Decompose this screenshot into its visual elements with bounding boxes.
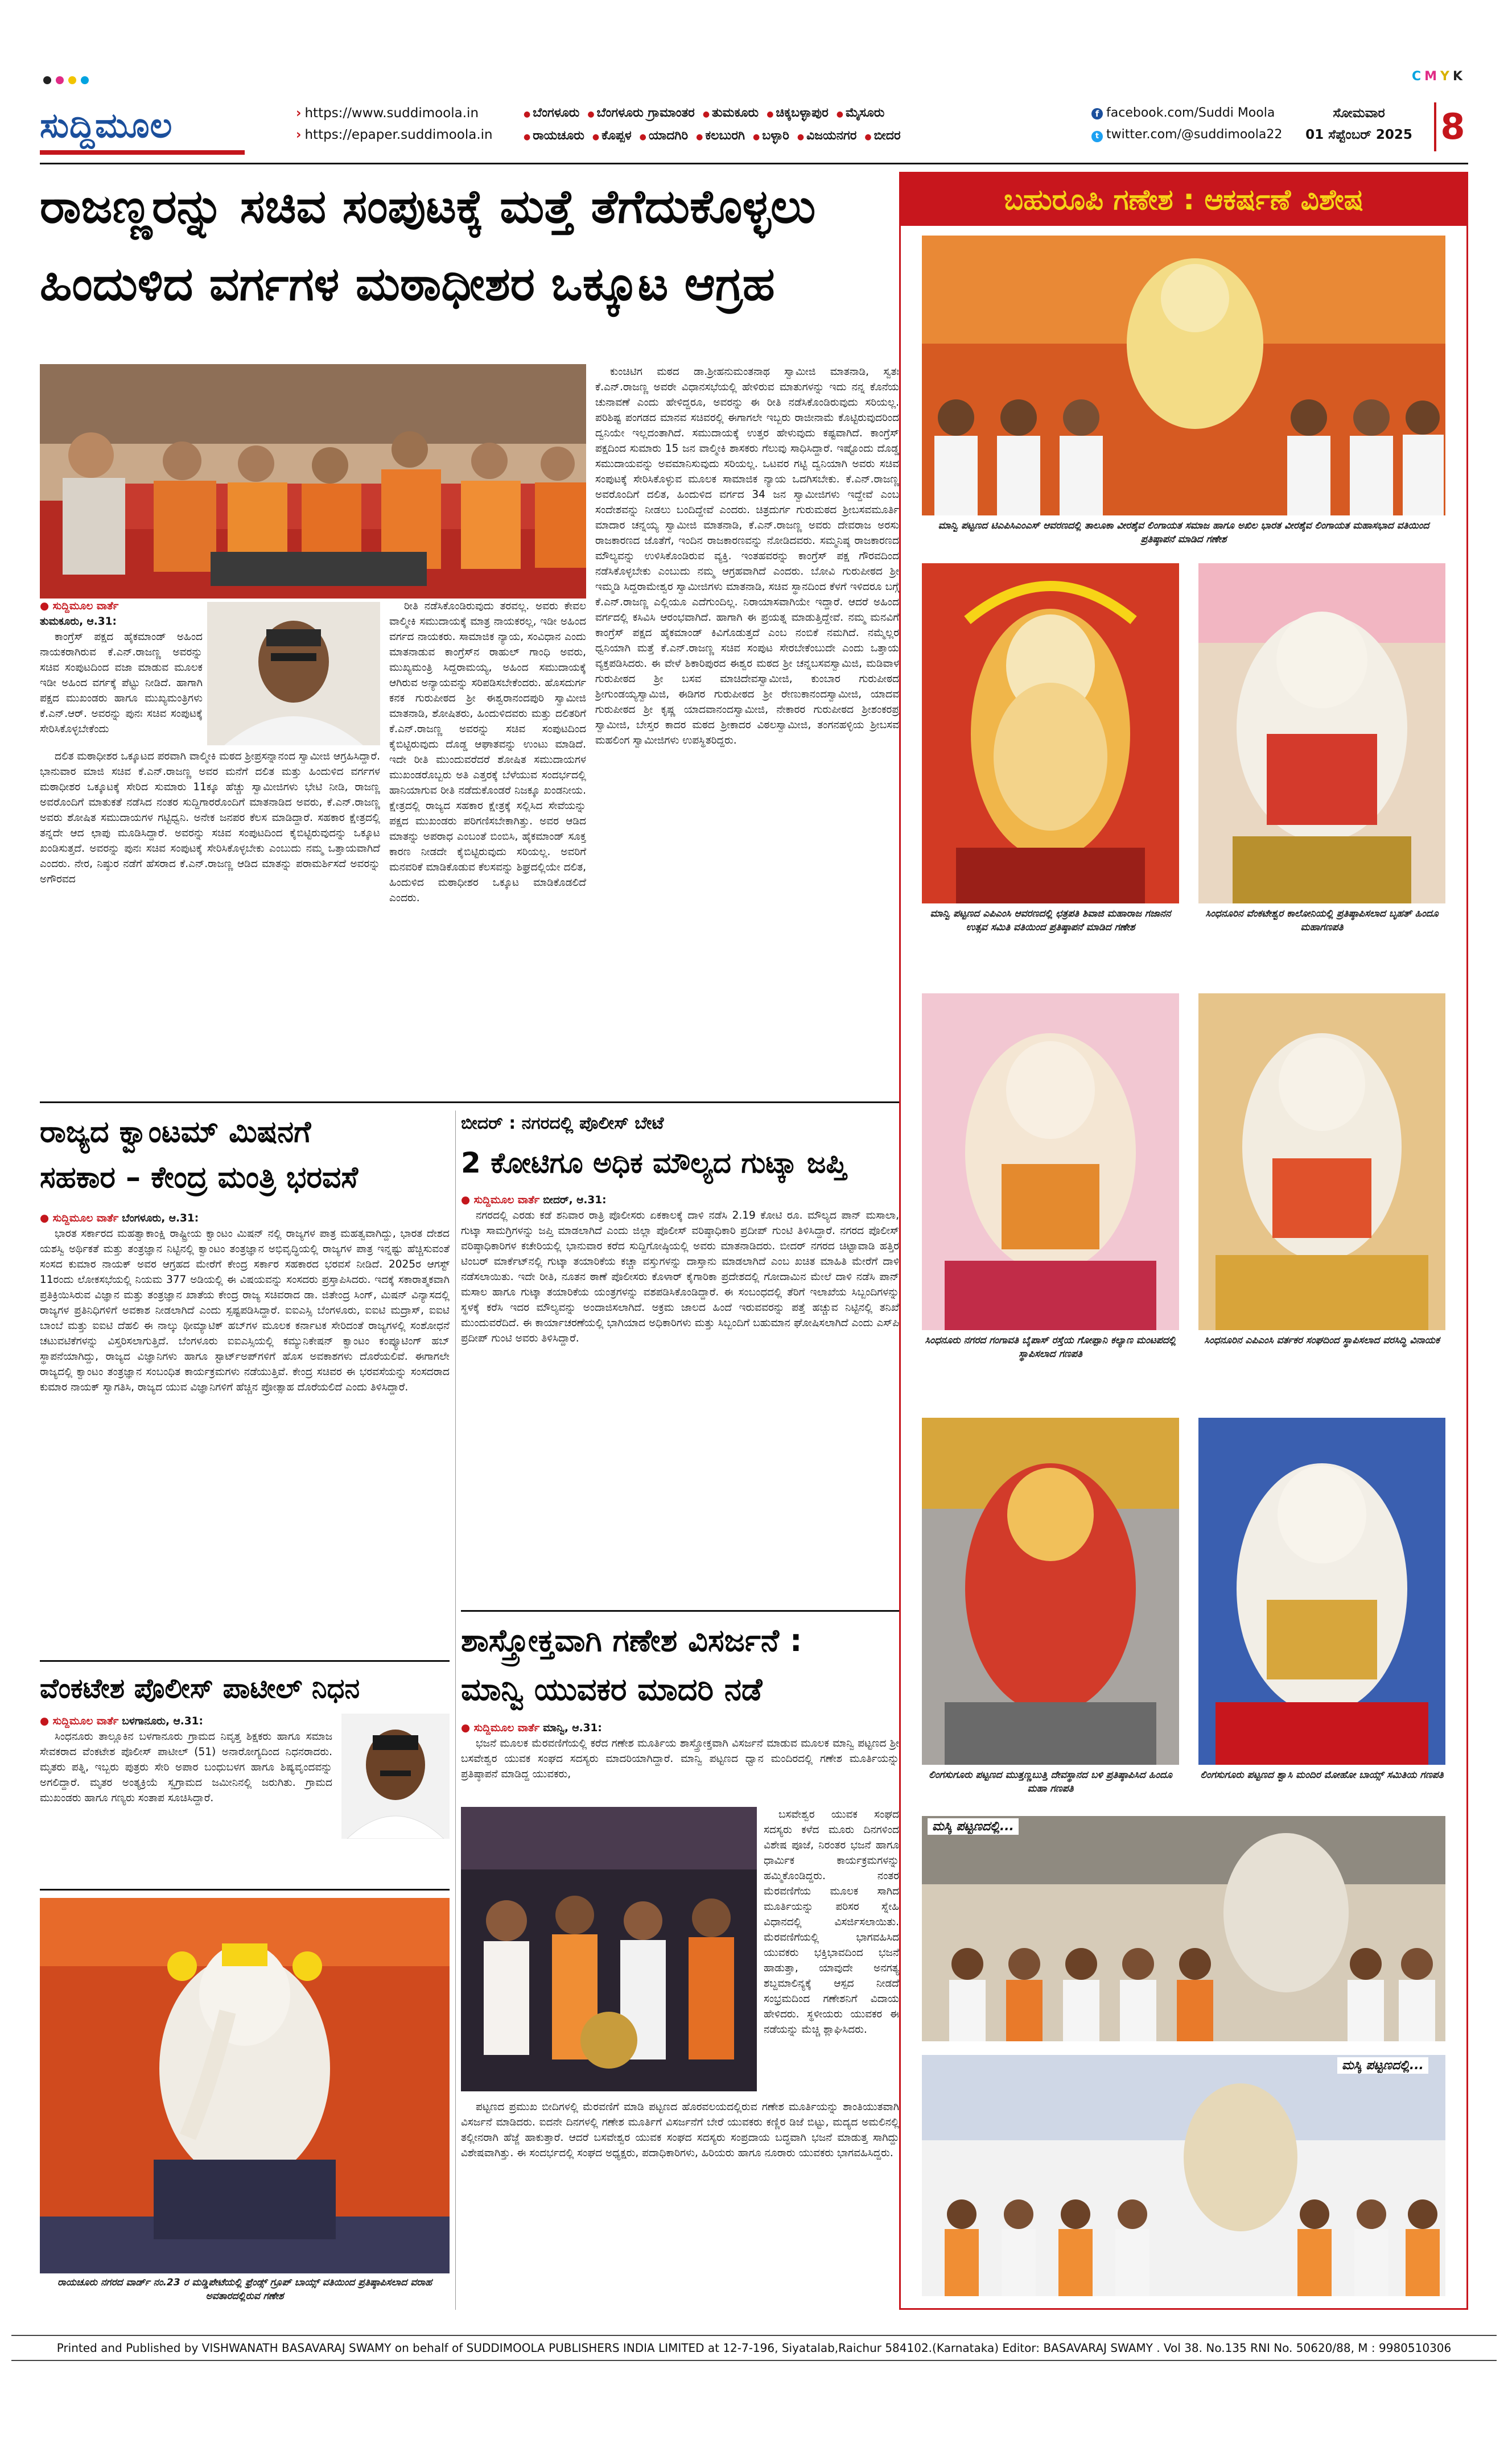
- city-name: ಕೊಪ್ಪಳ: [601, 129, 632, 143]
- city-list: [524, 102, 1081, 148]
- panel-photo-8: [922, 1816, 1445, 2041]
- page-number: 8: [1440, 106, 1465, 147]
- city-link[interactable]: [797, 129, 857, 143]
- bullet-icon: ●: [696, 133, 703, 142]
- panel-title-text: ಬಹುರೂಪಿ ಗಣೇಶ : ಆಕರ್ಷಣೆ ವಿಶೇಷ: [1004, 183, 1363, 216]
- city-name: ಬೆಂಗಳೂರು ಗ್ರಾಮಾಂತರ: [596, 106, 695, 120]
- city-link[interactable]: [837, 106, 885, 120]
- quantum-dateline: ಬೆಂಗಳೂರು, ಆ.31:: [122, 1212, 199, 1224]
- city-name: ಬಳ್ಳಾರಿ: [762, 129, 789, 143]
- city-name: ವಿಜಯನಗರ: [806, 129, 857, 143]
- lead-column-3: [595, 364, 899, 1090]
- obit-paragraph: ಸಿಂಧನೂರು ತಾಲ್ಲೂಕಿನ ಬಳಗಾನೂರು ಗ್ರಾಮದ ನಿವೃತ್ತ ಶಿಕ್ಷಕರು ಹಾಗೂ ಸಮಾಜ ಸೇವಕರಾದ ವೆಂಕಟೇಶ ಪೊಲೀಸ್ ಪಾಟೀಲ್ (51) ಅನಾರೋಗ್ಯದಿಂದ ನಿಧನರಾದರು. ಮೃತರು ಪತ್ನಿ, ಇಬ್ಬರು ಪುತ್ರರು ಸೇರಿ ಅಪಾರ ಬಂಧುಬಳಗ ಹಾಗೂ ಶಿಷ್ಯವೃಂದವನ್ನು ಅಗಲಿದ್ದಾರೆ. ಮೃತರ ಅಂತ್ಯಕ್ರಿಯೆ ಸ್ವಗ್ರಾಮದ ಜಮೀನಿನಲ್ಲಿ ಜರುಗಿತು. ಗ್ರಾಮದ ಮುಖಂಡರು ಹಾಗೂ ಗಣ್ಯರು ಸಂತಾಪ ಸೂಚಿಸಿದ್ದಾರೆ.: [40, 1731, 332, 1804]
- gutka-dateline: ಬೀದರ್, ಆ.31:: [543, 1194, 607, 1206]
- city-name: ಕಲಬುರಗಿ: [705, 129, 745, 143]
- twitter-icon: t: [1091, 131, 1103, 142]
- raichur-caption: ರಾಯಚೂರು ನಗರದ ವಾರ್ಡ್ ನಂ.23 ರ ಮಡ್ಡಿಪೇಟೆಯಲ್ಲಿ ಫ್ರೆಂಡ್ಸ್ ಗ್ರೂಪ್ ಬಾಯ್ಸ್ ವತಿಯಿಂದ ಪ್ರತಿಷ್ಠಾಪಿಸಲಾದ ವರಾಹ ಅವತಾರದಲ್ಲಿರುವ ಗಣೇಶ: [57, 2277, 432, 2302]
- panel-photo-9: [922, 2055, 1445, 2296]
- bullet-icon: ●: [524, 110, 531, 119]
- issue-date: [1291, 102, 1427, 146]
- bullet-icon: ●: [524, 133, 531, 142]
- masthead-links: [296, 102, 493, 146]
- lead-photo-swamijis: [40, 364, 586, 599]
- quantum-body: [40, 1211, 450, 1654]
- logo-text: ಸುದ್ದಿಮೂಲ: [40, 106, 173, 146]
- facebook-icon: f: [1091, 108, 1103, 119]
- epaper-url: https://epaper.suddimoola.in: [304, 127, 493, 142]
- column-divider: [455, 1111, 456, 2310]
- lead-column-1: [40, 599, 203, 748]
- visarjan-headline-2: ಮಾನ್ವಿ ಯುವಕರ ಮಾದರಿ ನಡೆ: [461, 1671, 763, 1707]
- panel-tag-1: ಮಸ್ಕಿ ಪಟ್ಟಣದಲ್ಲಿ...: [928, 1818, 1019, 1835]
- lead-bottom-rule: [40, 1101, 899, 1103]
- visarjan-byline: ● ಸುದ್ದಿಮೂಲ ವಾರ್ತೆ: [461, 1722, 540, 1734]
- city-link[interactable]: [864, 129, 900, 143]
- lead-headline-2: ಹಿಂದುಳಿದ ವರ್ಗಗಳ ಮಠಾಧೀಶರ ಒಕ್ಕೂಟ ಆಗ್ರಹ: [40, 257, 775, 311]
- city-link[interactable]: [767, 106, 829, 120]
- obit-headline: ವೆಂಕಟೇಶ ಪೊಲೀಸ್ ಪಾಟೀಲ್ ನಿಧನ: [40, 1673, 360, 1704]
- city-name: ಬೀದರ: [874, 129, 901, 143]
- city-link[interactable]: [592, 129, 632, 143]
- visarjan-intro-paragraph: ಭಜನೆ ಮೂಲಕ ಮೆರವಣಿಗೆಯಲ್ಲಿ ಕರೆದ ಗಣೇಶ ಮೂರ್ತಿಯ ಶಾಸ್ತ್ರೋಕ್ತವಾಗಿ ವಿಸರ್ಜನೆ ಮಾಡುವ ಮೂಲಕ ಮಾನ್ವಿ ಪಟ್ಟಣದ ಶ್ರೀ ಬಸವೇಶ್ವರ ಯುವಕ ಸಂಘದ ಸದಸ್ಯರು ಮಾದರಿಯಾಗಿದ್ದಾರೆ. ಮಾನ್ವಿ ಪಟ್ಟಣದ ಧ್ವಾನ ಮಂದಿರದಲ್ಲಿ ಗಣೇಶ ಮೂರ್ತಿಯನ್ನು ಪ್ರತಿಷ್ಠಾಪನೆ ಮಾಡಿದ್ದ ಯುವಕರು,: [461, 1737, 899, 1780]
- footer-rule-bottom: [11, 2360, 1497, 2361]
- panel-caption-3: ಸಿಂಧನೂರಿನ ವೆಂಕಟೇಶ್ವರ ಕಾಲೋನಿಯಲ್ಲಿ ಪ್ರತಿಷ್ಠಾಪಿಸಲಾದ ಬೃಹತ್ ಹಿಂದೂ ಮಹಾಗಣಪತಿ: [1205, 908, 1439, 933]
- city-link[interactable]: [696, 129, 745, 143]
- quantum-headline-2: ಸಹಕಾರ – ಕೇಂದ್ರ ಮಂತ್ರಿ ಭರವಸೆ: [40, 1161, 359, 1195]
- social-links: [1091, 102, 1282, 146]
- raichur-ganesha-photo: [40, 1898, 450, 2273]
- bullet-icon: ●: [592, 133, 600, 142]
- bullet-icon: ●: [639, 133, 646, 142]
- facebook-handle: facebook.com/Suddi Moola: [1106, 106, 1275, 120]
- lead-paragraph-2: ದಲಿತ ಮಠಾಧೀಶರ ಒಕ್ಕೂಟದ ಪರವಾಗಿ ವಾಲ್ಮೀಕಿ ಮಠದ ಶ್ರೀಪ್ರಸನ್ನಾನಂದ ಸ್ವಾಮೀಜಿ ಆಗ್ರಹಿಸಿದ್ದಾರೆ. ಭಾನುವಾರ ಮಾಜಿ ಸಚಿವ ಕೆ.ಎನ್.ರಾಜಣ್ಣ ಅವರ ಮನೆಗೆ ದಲಿತ ಮತ್ತು ಹಿಂದುಳಿದ ವರ್ಗಗಳ ಮಠಾಧೀಶರ ಒಕ್ಕೂಟಕ್ಕೆ ಸೇರಿದ ಸುಮಾರು 11ಕ್ಕೂ ಹೆಚ್ಚು ಸ್ವಾಮೀಜಿಗಳು ಭೇಟಿ ನೀಡಿ, ರಾಜಣ್ಣ ಅವರೊಂದಿಗೆ ಮಾತುಕತೆ ನಡೆಸಿದ ನಂತರ ಸುದ್ದಿಗಾರರೊಂದಿಗೆ ಮಾತನಾಡಿದ ಅವರು, ಕೆ.ಎನ್.ರಾಜಣ್ಣ ಅವರು ಶೋಷಿತ ಸಮುದಾಯಗಳ ಗಟ್ಟಿಧ್ವನಿ. ಅನೇಕ ಜನಪರ ಕೆಲಸ ಮಾಡಿದ್ದಾರೆ. ಸಹಕಾರ ಕ್ಷೇತ್ರದಲ್ಲಿ ತನ್ನದೇ ಆದ ಛಾಪು ಮೂಡಿಸಿದ್ದಾರೆ. ಅವರನ್ನು ಸಚಿವ ಸಂಪುಟದಿಂದ ಕೈಬಿಟ್ಟಿರುವುದನ್ನು ಒಕ್ಕೂಟ ಖಂಡಿಸುತ್ತದೆ. ಅವರನ್ನು ಪುನಃ ಸಚಿವ ಸಂಪುಟಕ್ಕೆ ಸೇರಿಸಿಕೊಳ್ಳಬೇಕು ಎಂಬುದು ನಮ್ಮ ಒತ್ತಾಯವಾಗಿದೆ ಎಂದರು. ನೇರ, ನಿಷ್ಠುರ ನಡೆಗೆ ಹೆಸರಾದ ಕೆ.ಎನ್.ರಾಜಣ್ಣ ಆಡಿದ ಮಾತನ್ನು ಪರಾಮರ್ಶಿಸದೆ ಅವರನ್ನು ಅಗೌರವದ: [40, 750, 380, 885]
- city-name: ತುಮಕೂರು: [712, 106, 759, 120]
- panel-photo-6: [922, 1418, 1179, 1765]
- quantum-paragraph: ಭಾರತ ಸರ್ಕಾರದ ಮಹತ್ವಾಕಾಂಕ್ಷಿ ರಾಷ್ಟ್ರೀಯ ಕ್ವಾಂಟಂ ಮಿಷನ್ ನಲ್ಲಿ ರಾಜ್ಯಗಳ ಪಾತ್ರ ಮಹತ್ವವಾಗಿದ್ದು, ಭಾರತ ದೇಶದ ಯಶಸ್ವಿ ಅರ್ಥಿಕತೆ ಮತ್ತು ತಂತ್ರಜ್ಞಾನ ನಿಟ್ಟಿನಲ್ಲಿ ಕ್ವಾಂಟಂ ತಂತ್ರಜ್ಞಾನ ಅಭಿವೃದ್ಧಿಯಲ್ಲಿ ರಾಜ್ಯಗಳ ಪಾತ್ರ ಇನ್ನಷ್ಟು ಹೆಚ್ಚಿಸುವಂತೆ ಸಂಸದ ಕುಮಾರ ನಾಯಕ್ ಅವರ ಆಗ್ರಹದ ಮೇರೆಗೆ ಕೇಂದ್ರ ಸರ್ಕಾರ ಸಹಕಾರದ ಭರವಸೆ ನೀಡಿದೆ. 2025ರ ಆಗಸ್ಟ್ 11ರಂದು ಲೋಕಸಭೆಯಲ್ಲಿ ನಿಯಮ 377 ಅಡಿಯಲ್ಲಿ ಈ ವಿಷಯವನ್ನು ಸಂಸದರು ಪ್ರಸ್ತಾಪಿಸಿದರು. ಇದಕ್ಕೆ ಸಕಾರಾತ್ಮಕವಾಗಿ ಪ್ರತಿಕ್ರಿಯಿಸಿರುವ ವಿಜ್ಞಾನ ಮತ್ತು ತಂತ್ರಜ್ಞಾನ ಖಾತೆಯ ಕೇಂದ್ರ ರಾಜ್ಯ ಸಚಿವರಾದ ಡಾ. ಜಿತೇಂದ್ರ ಸಿಂಗ್, ಮಿಷನ್ ವಿನ್ಯಾಸದಲ್ಲಿ ರಾಜ್ಯಗಳ ಪ್ರತಿನಿಧಿಗಳಿಗೆ ಅವಕಾಶ ನೀಡಲಾಗಿದೆ ಎಂದು ಸ್ಪಷ್ಟಪಡಿಸಿದ್ದಾರೆ. ಐಐಎಸ್ಸಿ ಬೆಂಗಳೂರು, ಐಐಟಿ ಮದ್ರಾಸ್, ಐಐಟಿ ಬಾಂಬೆ ಮತ್ತು ಐಐಟಿ ದೆಹಲಿ ಈ ನಾಲ್ಕು ಥೀಮ್ಯಾಟಿಕ್ ಹಬ್‌ಗಳ ಮೂಲಕ ಕರ್ನಾಟಕ ಸೇರಿದಂತೆ ರಾಜ್ಯಗಳಲ್ಲಿ ಸಂಶೋಧನೆ ಚಟುವಟಿಕೆಗಳನ್ನು ವಿಸ್ತರಿಸಲಾಗುತ್ತಿದೆ. ಬೆಂಗಳೂರು ಐಐಎಸ್ಸಿಯಲ್ಲಿ ಕಮ್ಯುನಿಕೇಷನ್ ಕ್ವಾಂಟಂ ಕಂಪ್ಯೂಟಿಂಗ್ ಹಬ್ ಸ್ಥಾಪನೆಯಾಗಿದ್ದು, ರಾಜ್ಯದ ವಿಜ್ಞಾನಿಗಳು ಹಾಗೂ ಸ್ಟಾರ್ಟ್‌ಅಪ್‌ಗಳಿಗೆ ಹೊಸ ಅವಕಾಶಗಳು ದೊರೆಯಲಿವೆ. ಈಗಾಗಲೇ ರಾಜ್ಯದಲ್ಲಿ ಕ್ವಾಂಟಂ ತಂತ್ರಜ್ಞಾನ ಸಂಬಂಧಿತ ಕಾರ್ಯಕ್ರಮಗಳು ನಡೆಯುತ್ತಿವೆ. ಕೇಂದ್ರ ಸಚಿವರ ಈ ಭರವಸೆಯನ್ನು ಸಂಸದರಾದ ಕುಮಾರ ನಾಯಕ್ ಸ್ವಾಗತಿಸಿ, ರಾಜ್ಯದ ಯುವ ವಿಜ್ಞಾನಿಗಳಿಗೆ ಹೆಚ್ಚಿನ ಪ್ರೋತ್ಸಾಹ ದೊರೆಯಲಿದೆ ಎಂದು ತಿಳಿಸಿದ್ದಾರೆ.: [40, 1228, 450, 1393]
- gutka-byline: ● ಸುದ್ದಿಮೂಲ ವಾರ್ತೆ: [461, 1194, 540, 1206]
- lead-column-2: [389, 599, 586, 1090]
- bullet-icon: ●: [587, 110, 595, 119]
- bullet-icon: ●: [797, 133, 805, 142]
- city-link[interactable]: [753, 129, 789, 143]
- city-name: ಮೈಸೂರು: [845, 106, 885, 120]
- lead-paragraph-1: ಕಾಂಗ್ರೆಸ್ ಪಕ್ಷದ ಹೈಕಮಾಂಡ್ ಅಹಿಂದ ನಾಯಕರಾಗಿರುವ ಕೆ.ಎನ್.ರಾಜಣ್ಣ ಅವರನ್ನು ಸಚಿವ ಸಂಪುಟದಿಂದ ವಜಾ ಮಾಡುವ ಮೂಲಕ ಇಡೀ ಅಹಿಂದ ವರ್ಗಕ್ಕೆ ಪೆಟ್ಟು ನೀಡಿದೆ. ಹಾಗಾಗಿ ಪಕ್ಷದ ಮುಖಂಡರು ಹಾಗೂ ಮುಖ್ಯಮಂತ್ರಿಗಳು ಕೆ.ಎನ್.ಆರ್. ಅವರನ್ನು ಪುನಃ ಸಚಿವ ಸಂಪುಟಕ್ಕೆ ಸೇರಿಸಿಕೊಳ್ಳಬೇಕೆಂದು: [40, 631, 203, 735]
- website-url: https://www.suddimoola.in: [304, 106, 479, 121]
- rajanna-portrait: [207, 602, 380, 745]
- panel-caption-5: ಸಿಂಧನೂರಿನ ಎಪಿಎಂಸಿ ವರ್ತಕರ ಸಂಘದಿಂದ ಸ್ಥಾಪಿಸಲಾದ ವರಸಿದ್ಧಿ ವಿನಾಯಕ: [1204, 1335, 1440, 1346]
- city-link[interactable]: [524, 129, 584, 143]
- visarjan-intro: [461, 1720, 899, 1802]
- lead-dateline: ತುಮಕೂರು, ಆ.31:: [40, 616, 117, 628]
- visarjan-side-paragraph: ಬಸವೇಶ್ವರ ಯುವಕ ಸಂಘದ ಸದಸ್ಯರು ಕಳೆದ ಮೂರು ದಿನಗಳಿಂದ ವಿಶೇಷ ಪೂಜೆ, ನಿರಂತರ ಭಜನೆ ಹಾಗೂ ಧಾರ್ಮಿಕ ಕಾರ್ಯಕ್ರಮಗಳನ್ನು ಹಮ್ಮಿಕೊಂಡಿದ್ದರು. ನಂತರ ಮೆರವಣಿಗೆಯ ಮೂಲಕ ಸಾಗಿದ ಮೂರ್ತಿಯನ್ನು ಪರಿಸರ ಸ್ನೇಹಿ ವಿಧಾನದಲ್ಲಿ ವಿಸರ್ಜಿಸಲಾಯಿತು. ಮೆರವಣಿಗೆಯಲ್ಲಿ ಭಾಗವಹಿಸಿದ ಯುವಕರು ಭಕ್ತಿಭಾವದಿಂದ ಭಜನೆ ಹಾಡುತ್ತಾ, ಯಾವುದೇ ಅನಗತ್ಯ ಶಬ್ದಮಾಲಿನ್ಯಕ್ಕೆ ಆಸ್ಪದ ನೀಡದೆ ಸಂಭ್ರಮದಿಂದ ಗಣೇಶನಿಗೆ ವಿದಾಯ ಹೇಳಿದರು. ಸ್ಥಳೀಯರು ಯುವಕರ ಈ ನಡೆಯನ್ನು ಮೆಚ್ಚಿ ಶ್ಲಾಘಿಸಿದರು.: [764, 1809, 899, 2036]
- panel-photo-2: [922, 563, 1179, 903]
- gutka-paragraph: ನಗರದಲ್ಲಿ ಎರಡು ಕಡೆ ಶನಿವಾರ ರಾತ್ರಿ ಪೊಲೀಸರು ಏಕಕಾಲಕ್ಕೆ ದಾಳಿ ನಡೆಸಿ 2.19 ಕೋಟಿ ರೂ. ಮೌಲ್ಯದ ಪಾನ್ ಮಸಾಲಾ, ಗುಟ್ಕಾ ಸಾಮಗ್ರಿಗಳನ್ನು ಜಪ್ತಿ ಮಾಡಲಾಗಿದೆ ಎಂದು ಜಿಲ್ಲಾ ಪೊಲೀಸ್ ವರಿಷ್ಠಾಧಿಕಾರಿ ಪ್ರದೀಪ್ ಗುಂಟಿ ತಿಳಿಸಿದ್ದಾರೆ. ನಗರದ ಪೊಲೀಸ್ ವರಿಷ್ಠಾಧಿಕಾರಿಗಳ ಕಚೇರಿಯಲ್ಲಿ ಭಾನುವಾರ ಕರೆದ ಸುದ್ದಿಗೋಷ್ಠಿಯಲ್ಲಿ ಅವರು ಮಾತನಾಡಿದರು. ಬೀದರ್ ನಗರದ ಚಿಟ್ಟಾವಾಡಿ ಹತ್ತಿರ ಟಿಂಬರ್ ಮಾರ್ಕೆಟ್‌ನಲ್ಲಿ ಗುಟ್ಕಾ ತಯಾರಿಕೆಯ ಕಚ್ಚಾ ವಸ್ತುಗಳನ್ನು ದಾಸ್ತಾನು ಮಾಡಲಾಗಿದೆ ಎಂಬ ಖಚಿತ ಮಾಹಿತಿ ಮೇರೆಗೆ ದಾಳಿ ನಡೆಸಲಾಯಿತು. ಇದೇ ರೀತಿ, ನೂತನ ಠಾಣೆ ಪೊಲೀಸರು ಕೊಳಾರ್ ಕೈಗಾರಿಕಾ ಪ್ರದೇಶದಲ್ಲಿ ಗೋದಾಮಿನ ಮೇಲೆ ದಾಳಿ ನಡೆಸಿ ಪಾನ್ ಮಸಾಲ ಹಾಗೂ ಗುಟ್ಕಾ ತಯಾರಿಕೆಯ ಯಂತ್ರಗಳನ್ನು ವಶಪಡಿಸಿಕೊಂಡಿದ್ದಾರೆ. ಈ ಸಂಬಂಧದಲ್ಲಿ ತೆರಿಗೆ ಇಲಾಖೆಯ ಸಿಬ್ಬಂದಿಗಳನ್ನು ಸ್ಥಳಕ್ಕೆ ಕರೆಸಿ ಇದರ ಮೌಲ್ಯವನ್ನು ಅಂದಾಜಿಸಲಾಗಿದೆ. ಅಕ್ರಮ ಜಾಲದ ಹಿಂದೆ ಇರುವವರನ್ನು ಪತ್ತೆ ಹಚ್ಚುವ ನಿಟ್ಟಿನಲ್ಲಿ ತನಿಖೆ ಮುಂದುವರೆದಿದೆ. ಈ ಕಾರ್ಯಾಚರಣೆಯಲ್ಲಿ ಭಾಗಿಯಾದ ಅಧಿಕಾರಿಗಳು ಮತ್ತು ಸಿಬ್ಬಂದಿಗೆ ಬಹುಮಾನ ಘೋಷಿಸಲಾಗಿದೆ ಎಂದು ಎಸ್‌ಪಿ ಪ್ರದೀಪ್ ಗುಂಟಿ ಅವರು ತಿಳಿಸಿದ್ದಾರೆ.: [461, 1210, 899, 1344]
- quantum-bottom-rule: [40, 1660, 450, 1662]
- quantum-headline-1: ರಾಜ್ಯದ ಕ್ವಾಂಟಮ್ ಮಿಷನಗೆ: [40, 1115, 311, 1149]
- city-name: ಯಾದಗಿರಿ: [648, 129, 689, 143]
- bullet-icon: ●: [702, 110, 710, 119]
- city-link[interactable]: [703, 106, 759, 120]
- bullet-icon: ●: [864, 133, 872, 142]
- facebook-link[interactable]: [1091, 102, 1282, 124]
- issue-day: ಸೋಮವಾರ: [1333, 106, 1385, 121]
- panel-photo-3: [1198, 563, 1445, 903]
- panel-caption-4: ಸಿಂಧನೂರು ನಗರದ ಗಂಗಾವತಿ ಬೈಪಾಸ್ ರಸ್ತೆಯ ಗೋಪ್ಪಾನಿ ಕಲ್ಯಾಣ ಮಂಟಪದಲ್ಲಿ ಸ್ಥಾಪಿಸಲಾದ ಗಣಪತಿ: [925, 1335, 1176, 1360]
- gutka-body: [461, 1192, 899, 1600]
- visarjan-side-column: [764, 1807, 899, 2091]
- epaper-link[interactable]: › https://epaper.suddimoola.in: [296, 127, 493, 142]
- bullet-icon: ●: [836, 110, 843, 119]
- panel-caption-6: ಲಿಂಗಸುಗೂರು ಪಟ್ಟಣದ ಮುತ್ತಣ್ಣಬುತ್ತಿ ದೇವಸ್ಥಾನದ ಬಳಿ ಪ್ರತಿಷ್ಠಾಪಿಸಿದ ಹಿಂದೂ ಮಹಾ ಗಣಪತಿ: [929, 1769, 1172, 1794]
- ganesha-panel-title: [901, 174, 1466, 226]
- visarjan-rest: [461, 2099, 899, 2298]
- panel-tag-2: ಮಸ್ಕಿ ಪಟ್ಟಣದಲ್ಲಿ...: [1337, 2057, 1428, 2074]
- city-name: ಬೆಂಗಳೂರು: [533, 106, 580, 120]
- visarjan-headline-1: ಶಾಸ್ತ್ರೋಕ್ತವಾಗಿ ಗಣೇಶ ವಿಸರ್ಜನೆ :: [461, 1623, 802, 1658]
- city-row-2: [524, 125, 1081, 148]
- lead-column-1b: [40, 749, 380, 1090]
- city-row-1: [524, 102, 1081, 125]
- obit-dateline: ಬಳಗಾನೂರು, ಆ.31:: [122, 1715, 203, 1727]
- visarjan-rest-paragraph: ಪಟ್ಟಣದ ಪ್ರಮುಖ ಬೀದಿಗಳಲ್ಲಿ ಮೆರವಣಿಗೆ ಮಾಡಿ ಪಟ್ಟಣದ ಹೊರವಲಯದಲ್ಲಿರುವ ಗಣೇಶ ಮೂರ್ತಿಯನ್ನು ಶಾಂತಿಯುತವಾಗಿ ವಿಸರ್ಜನೆ ಮಾಡಿದರು. ಐದನೇ ದಿನಗಳಲ್ಲಿ ಗಣೇಶ ಮೂರ್ತಿಗೆ ವಿಸರ್ಜನೆಗೆ ಬೇರೆ ಯುವಕರು ಕಣ್ಣಿರ ಡಿಜೆ ಬಿಟ್ಟು, ಮದ್ಯದ ಅಮಲಿನಲ್ಲಿ ತಲ್ಲೀನರಾಗಿ ಹೆಜ್ಜೆ ಹಾಕುತ್ತಾರೆ. ಆದರೆ ಬಸವೇಶ್ವರ ಯುವಕ ಸಂಘದ ಸದಸ್ಯರು ಸಂಪ್ರದಾಯ ಬದ್ಧವಾಗಿ ಭಜನೆ ಮಾಡುತ್ತ ಸಾಗಿದ್ದು ವಿಶೇಷವಾಗಿತ್ತು. ಈ ಸಂದರ್ಭದಲ್ಲಿ ಸಂಘದ ಅಧ್ಯಕ್ಷರು, ಪದಾಧಿಕಾರಿಗಳು, ಹಿರಿಯರು ಹಾಗೂ ನೂರಾರು ಯುವಕರು ಭಾಗವಹಿಸಿದ್ದರು.: [461, 2101, 899, 2159]
- issue-date-text: 01 ಸೆಪ್ಟೆಂಬರ್ 2025: [1305, 127, 1412, 142]
- imprint-line: Printed and Published by VISHWANATH BASAVARAJ SWAMY on behalf of SUDDIMOOLA PUBLISHERS INDIA LIMITED at 12-7-196, Siyatalab,Raichur 584102.(Karnataka) Editor: BASAVARAJ SWAMY . Vol 38. No.135 RNI No. 50620/88, M : 9980510306: [56, 2341, 1452, 2355]
- lead-paragraph-3: ರೀತಿ ನಡೆಸಿಕೊಂಡಿರುವುದು ತರವಲ್ಲ. ಅವರು ಕೇವಲ ವಾಲ್ಮೀಕಿ ಸಮುದಾಯಕ್ಕೆ ಮಾತ್ರ ನಾಯಕರಲ್ಲ, ಇಡೀ ಅಹಿಂದ ವರ್ಗದ ನಾಯಕರು. ಸಾಮಾಜಿಕ ನ್ಯಾಯ, ಸಂವಿಧಾನ ಎಂದು ಮಾತನಾಡುವ ಕಾಂಗ್ರೆಸ್‌ನ ರಾಹುಲ್ ಗಾಂಧಿ ಅವರು, ಮುಖ್ಯಮಂತ್ರಿ ಸಿದ್ದರಾಮಯ್ಯ, ಅಹಿಂದ ಸಮುದಾಯಕ್ಕೆ ಆಗಿರುವ ಅನ್ಯಾಯವನ್ನು ಸರಿಪಡಿಸಬೇಕೆಂದರು. ಹೊಸದುರ್ಗ ಕನಕ ಗುರುಪೀಠದ ಶ್ರೀ ಈಶ್ವರಾನಂದಪುರಿ ಸ್ವಾಮೀಜಿ ಮಾತನಾಡಿ, ಶೋಷಿತರು, ಹಿಂದುಳಿದವರು ಮತ್ತು ದಲಿತರಿಗೆ ಕೆ.ಎನ್.ರಾಜಣ್ಣ ಅವರನ್ನು ಸಚಿವ ಸಂಪುಟದಿಂದ ಕೈಬಿಟ್ಟಿರುವುದು ದೊಡ್ಡ ಆಘಾತವನ್ನು ಉಂಟು ಮಾಡಿದೆ. ಇದೇ ರೀತಿ ಮುಂದುವರೆದರೆ ಶೋಷಿತ ಸಮುದಾಯಗಳ ಮುಖಂಡರೊಬ್ಬರು ಅತಿ ಎತ್ತರಕ್ಕೆ ಬೆಳೆಯುವ ಸಂದರ್ಭದಲ್ಲಿ ಹಾನಿಯಾಗುವ ರೀತಿ ನಡೆದುಕೊಂಡರೆ ನಿಜಕ್ಕೂ ಖಂಡನೀಯ. ಕ್ಷೇತ್ರದಲ್ಲಿ ರಾಜ್ಯದ ಸಹಕಾರ ಕ್ಷೇತ್ರಕ್ಕೆ ಸಲ್ಲಿಸಿದ ಸೇವೆಯನ್ನು ಪಕ್ಷದ ಮುಖಂಡರು ಪರಿಗಣಿಸಬೇಕಾಗಿತ್ತು. ಅವರ ಆಡಿದ ಮಾತನ್ನು ಅಪರಾಧ ಎಂಬಂತೆ ಬಿಂಬಿಸಿ, ಹೈಕಮಾಂಡ್ ಸೂಕ್ತ ಕಾರಣ ನೀಡದೇ ಕೈಬಿಟ್ಟಿರುವುದು ಸರಿಯಲ್ಲ. ಅವರಿಗೆ ಮನವರಿಕೆ ಮಾಡಿಕೊಡುವ ಕೆಲಸವನ್ನು ಶಿಘ್ರದಲ್ಲಿಯೇ ದಲಿತ, ಹಿಂದುಳಿದ ಮಠಾಧೀಶರ ಒಕ್ಕೂಟ ಮಾಡಿಕೊಡಲಿದೆ ಎಂದರು.: [389, 600, 586, 904]
- footer-rule: [11, 2335, 1497, 2336]
- city-link[interactable]: [640, 129, 688, 143]
- twitter-handle: twitter.com/@suddimoola22: [1106, 127, 1283, 142]
- panel-caption-7: ಲಿಂಗಸುಗೂರು ಪಟ್ಟಣದ ಶ್ವಾಸಿ ಮಂದಿರ ಮೋಹೋ ಬಾಯ್ಸ್ ಸಮಿತಿಯ ಗಣಪತಿ: [1200, 1769, 1444, 1781]
- cmyk-marker: CMYK: [1411, 69, 1466, 84]
- logo-underline: [40, 150, 245, 155]
- city-name: ಚಿಕ್ಕಬಳ್ಳಾಪುರ: [776, 106, 829, 120]
- masthead-logo: [40, 104, 290, 155]
- website-link[interactable]: › https://www.suddimoola.in: [296, 106, 479, 121]
- obit-body: [40, 1714, 332, 1884]
- city-link[interactable]: [587, 106, 694, 120]
- visarjan-procession-photo: [461, 1807, 757, 2091]
- lead-byline: ● ಸುದ್ದಿಮೂಲ ವಾರ್ತೆ: [40, 600, 119, 612]
- panel-caption-2: ಮಾನ್ವಿ ಪಟ್ಟಣದ ಎಪಿಎಂಸಿ ಆವರಣದಲ್ಲಿ ಛತ್ರಪತಿ ಶಿವಾಜಿ ಮಹಾರಾಜ ಗಜಾನನ ಉತ್ಸವ ಸಮಿತಿ ವತಿಯಿಂದ ಪ್ರತಿಷ್ಠಾಪನೆ ಮಾಡಿದ ಗಣೇಶ: [930, 908, 1171, 933]
- city-name: ರಾಯಚೂರು: [533, 129, 584, 143]
- bullet-icon: ●: [767, 110, 774, 119]
- page-number-box: [1434, 102, 1469, 151]
- lead-headline-1: ರಾಜಣ್ಣರನ್ನು ಸಚಿವ ಸಂಪುಟಕ್ಕೆ ಮತ್ತೆ ತೆಗೆದುಕೊಳ್ಳಲು: [40, 180, 816, 234]
- masthead-rule: [40, 163, 1468, 164]
- panel-photo-1: [922, 236, 1445, 515]
- panel-photo-5: [1198, 993, 1445, 1330]
- obit-byline: ● ಸುದ್ದಿಮೂಲ ವಾರ್ತೆ: [40, 1715, 119, 1727]
- visarjan-dateline: ಮಾನ್ವಿ, ಆ.31:: [543, 1722, 602, 1734]
- twitter-link[interactable]: [1091, 124, 1282, 146]
- lead-paragraph-4: ಕುಂಚಿಟಿಗ ಮಠದ ಡಾ.ಶ್ರೀಹನುಮಂತನಾಥ ಸ್ವಾಮೀಜಿ ಮಾತನಾಡಿ, ಸ್ವತಃ ಕೆ.ಎನ್.ರಾಜಣ್ಣ ಅವರೇ ವಿಧಾನಸಭೆಯಲ್ಲಿ ಹೇಳಿರುವ ಮಾತುಗಳನ್ನು ಇದು ನನ್ನ ಕೊನೆಯ ಚುನಾವಣೆ ಎಂದು ಹೇಳಿದ್ದರೂ, ಅವರನ್ನು ಈ ರೀತಿ ನಡೆಸಿಕೊಂಡಿರುವುದು ಸರಿಯಲ್ಲ. ಪರಿಶಿಷ್ಟ ಪಂಗಡದ ಮಾನವ ಸಚಿವರಲ್ಲಿ ಈಗಾಗಲೇ ಇಬ್ಬರು ರಾಜೀನಾಮೆ ಕೊಟ್ಟಿರುವುದರಿಂದ ದ್ವನಿಯೇ ಇಲ್ಲದಂತಾಗಿದೆ. ಸಮುದಾಯಕ್ಕೆ ಉತ್ತರ ಹೇಳುವುದು ಕಷ್ಟವಾಗಿದೆ. ಕಾಂಗ್ರೆಸ್ ಪಕ್ಷದಿಂದ ಸುಮಾರು 15 ಜನ ವಾಲ್ಮೀಕಿ ಶಾಸಕರು ಗೆಲುವು ಸಾಧಿಸಿದ್ದಾರೆ. ಇಷ್ಟೊಂದು ದೊಡ್ಡ ಸಮುದಾಯವನ್ನು ಅವಮಾನಿಸುವುದು ಸರಿಯಲ್ಲ. ಒಟವರ ಗಟ್ಟಿ ದ್ವನಿಯಾಗಿ ಅವರು ಸಚಿವ ಸಂಪುಟಕ್ಕೆ ಸೇರಿಸಿಕೊಳ್ಳುವ ಮೂಲಕ ಸಾಮಾಜಿಕ ನ್ಯಾಯ ಒದಗಿಸಬೇಕು. ಕೆ.ಎನ್.ರಾಜಣ್ಣ ಅವರೊಂದಿಗೆ ದಲಿತ, ಹಿಂದುಳಿದ ವರ್ಗದ 34 ಜನ ಸ್ವಾಮೀಜಿಗಳು ಇದ್ದೇವೆ ಎಂಬ ಸಂದೇಶವನ್ನು ನೀಡಲು ಬಂದಿದ್ದೇವೆ ಎಂದರು. ಚಿತ್ರದುರ್ಗ ಗುರುಮಠದ ಶ್ರೀಬಸವಮೂರ್ತಿ ಮಾದಾರ ಚನ್ನಯ್ಯ ಸ್ವಾಮೀಜಿ ಮಾತನಾಡಿ, ಕೆ.ಎನ್.ರಾಜಣ್ಣ ಅವರು ದೇವರಾಜ ಅರಸು ರಾಜಕಾರಣದ ಜೊತೆಗೆ, ಇಂದಿನ ರಾಜಕಾರಣವನ್ನು ನೋಡಿದವರು. ಸಮ್ಮನಿಷ್ಠ ರಾಜಕಾರಣದ ಮೌಲ್ಯವನ್ನು ಉಳಿಸಿಕೊಂಡಿರುವ ವ್ಯಕ್ತಿ. ಇಂತಹವರನ್ನು ಕಾಂಗ್ರೆಸ್ ಪಕ್ಷ ಗೌರವದಿಂದ ನಡೆಸಿಕೊಳ್ಳಬೇಕು ಎಂಬುದು ನಮ್ಮ ಆಗ್ರಹವಾಗಿದೆ ಎಂದರು. ಬೋವಿ ಗುರುಪೀಠದ ಶ್ರೀ ಇಮ್ಮಡಿ ಸಿದ್ದರಾಮೇಶ್ವರ ಸ್ವಾಮೀಜಿಗಳು ಮಾತನಾಡಿ, ಸಚಿವ ಸ್ಥಾನದಿಂದ ಕೆಳಗೆ ಇಳಿದರೂ ಬಗ್ಗೆ ಕೆ.ಎನ್.ರಾಜಣ್ಣ ಎಲ್ಲಿಯೂ ಎದೆಗುಂದಿಲ್ಲ. ನಿರಾಯಾಸವಾಗಿಯೇ ಇದ್ದಾರೆ. ಆದರೆ ಅಹಿಂದ ವರ್ಗದಲ್ಲಿ ಕಸಿವಿಸಿ ಆರಂಭವಾಗಿದೆ. ಹಾಗಾಗಿ ಈ ಪ್ರಯತ್ನ ಮಾಡುತ್ತಿದ್ದೇವೆ. ನಮ್ಮ ಮನವಿಗೆ ಕಾಂಗ್ರೆಸ್ ಪಕ್ಷದ ಹೈಕಮಾಂಡ್ ಕಿವಿಗೊಡುತ್ತದೆ ಎಂಬ ನಂಬಿಕೆ ನಮಗಿದೆ. ನಮ್ಮೆಲ್ಲರ ಧ್ವನಿಯಾಗಿ ಮತ್ತೆ ಕೆ.ಎನ್.ರಾಜಣ್ಣ ಸಚಿವ ಸಂಪುಟ ಸೇರಬೇಕೆಂಬುದೇ ಎಂದು ಒತ್ತಾಯ ವ್ಯಕ್ತಪಡಿಸಿದರು. ಈ ವೇಳೆ ಶಿಕಾರಿಪುರದ ಈಶ್ವರ ಮಠದ ಶ್ರೀ ಚನ್ನಬಸವಸ್ವಾಮಿಜಿ, ಮಡಿವಾಳ ಗುರುಪೀಠದ ಶ್ರೀ ಬಸವ ಮಾಚಿದೇವಸ್ವಾಮೀಜಿ, ಕುಂಬಾರ ಗುರುಪೀಠದ ಶ್ರೀಗುಂಡಯ್ಯಸ್ವಾಮಿಜಿ, ಈಡಿಗರ ಗುರುಪೀಠದ ಶ್ರೀ ರೇಣುಕಾನಂದಸ್ವಾಮೀಜಿ, ಯಾದವ ಗುರುಪೀಠದ ಶ್ರೀ ಕೃಷ್ಣ ಯಾದವಾನಂದಸ್ವಾಮೀಜಿ, ನೇಕಾರರ ಗುರುಪೀಠದ ಶ್ರೀಶಂಕರಪ್ರ ಸ್ವಾಮೀಜಿ, ಬೇಸ್ತರ ಕಾದರ ಮಠದ ಶ್ರೀಕಾದರ ವಿಠಲಸ್ವಾಮೀಜಿ, ತಂಗನಹಳ್ಳಿಯ ಶ್ರೀಬಸವ ಮಹಲಿಂಗ ಸ್ವಾಮೀಜಿಗಳು ಉಪಸ್ಥಿತರಿದ್ದರು.: [595, 366, 899, 746]
- panel-caption-1: ಮಾನ್ವಿ ಪಟ್ಟಣದ ಟಿಎಪಿಸಿಎಂಎಸ್ ಆವರಣದಲ್ಲಿ ತಾಲೂಕಾ ವೀರಶೈವ ಲಿಂಗಾಯತ ಸಮಾಜ ಹಾಗೂ ಅಖಿಲ ಭಾರತ ವೀರಶೈವ ಲಿಂಗಾಯತ ಮಹಾಸಭಾದ ವತಿಯಿಂದ ಪ್ರತಿಷ್ಠಾಪನೆ ಮಾಡಿದ ಗಣೇಶ: [938, 520, 1429, 545]
- gutka-headline: 2 ಕೋಟಿಗೂ ಅಧಿಕ ಮೌಲ್ಯದ ಗುಟ್ಕಾ ಜಪ್ತಿ: [461, 1146, 847, 1179]
- gutka-bottom-rule: [461, 1610, 899, 1612]
- obit-portrait: [341, 1714, 450, 1839]
- quantum-byline: ● ಸುದ್ದಿಮೂಲ ವಾರ್ತೆ: [40, 1212, 119, 1224]
- panel-photo-7: [1198, 1418, 1445, 1765]
- bullet-icon: ●: [753, 133, 760, 142]
- city-link[interactable]: [524, 106, 579, 120]
- panel-photo-4: [922, 993, 1179, 1330]
- gutka-kicker: ಬೀದರ್ : ನಗರದಲ್ಲಿ ಪೊಲೀಸ್ ಬೇಟೆ: [461, 1113, 664, 1133]
- obit-bottom-rule: [40, 1889, 450, 1891]
